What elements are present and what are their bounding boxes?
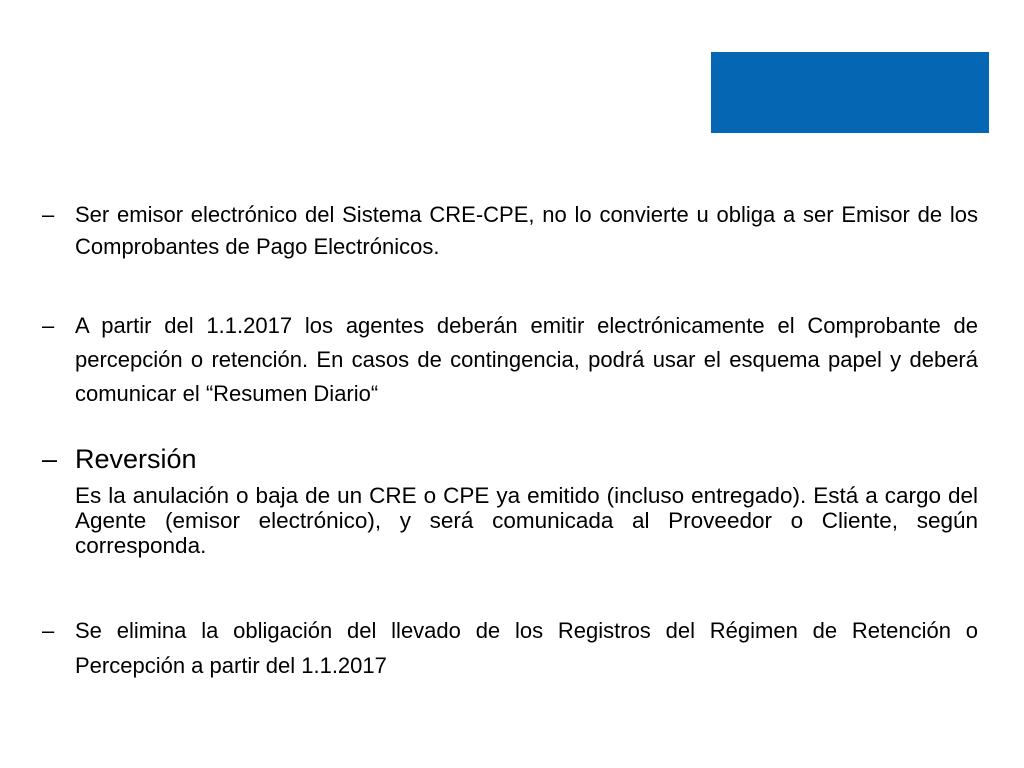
bullet-dash: – — [42, 618, 55, 643]
logo-block — [711, 52, 989, 133]
bullet-emision-electronica — [42, 309, 978, 411]
heading-text: Reversión — [75, 444, 197, 474]
bullet-dash: – — [42, 313, 55, 338]
bullet-dash: – — [42, 202, 55, 227]
heading-reversion — [42, 441, 978, 477]
bullet-text: Ser emisor electrónico del Sistema CRE-CPE, no lo convierte u obliga a ser Emisor de los Comprobantes de Pago Electrónicos. — [75, 202, 978, 259]
bullet-dash: – — [42, 444, 58, 474]
bullet-registros — [42, 613, 978, 683]
bullet-text: Se elimina la obligación del llevado de los Registros del Régimen de Retención o Percepción a partir del 1.1.2017 — [75, 618, 978, 678]
reversion-description: Es la anulación o baja de un CRE o CPE ya emitido (incluso entregado). Está a cargo del Agente (emisor electrónico), y será comunicada al Proveedor o Cliente, según corresponda. — [75, 483, 978, 558]
bullet-emisor-electronico — [42, 199, 978, 263]
bullet-text: A partir del 1.1.2017 los agentes deberán emitir electrónicamente el Comprobante de percepción o retención. En casos de contingencia, podrá usar el esquema papel y deberá comunicar el “Resumen Diario“ — [75, 313, 978, 406]
